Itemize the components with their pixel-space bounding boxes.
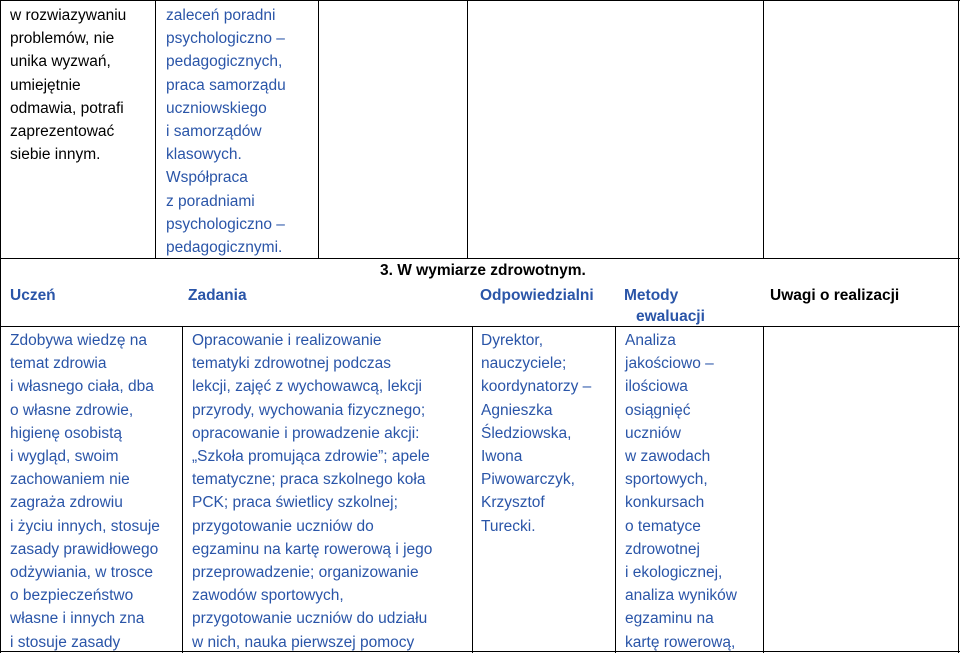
top-col-divider-2 <box>318 0 319 258</box>
header-odpowiedzialni: Odpowiedzialni <box>480 287 594 304</box>
text-line: o bezpieczeństwo <box>10 587 134 605</box>
text-line: Agnieszka <box>481 401 553 419</box>
text-line: Analiza <box>625 332 676 349</box>
cell-zadania <box>192 329 432 654</box>
text-line: klasowych. <box>166 146 242 164</box>
header-ewaluacji: ewaluacji <box>636 308 705 325</box>
text-line: przygotowanie uczniów do <box>192 517 374 535</box>
header-uczen: Uczeń <box>10 287 56 304</box>
text-line: o własne zdrowie, <box>10 401 134 419</box>
text-line: psychologiczno – <box>166 215 285 233</box>
header-metody: Metody <box>624 287 679 304</box>
text-line: Iwona <box>481 448 523 466</box>
text-line: konkursach <box>625 494 705 512</box>
text-line: z poradniami <box>166 192 255 210</box>
text-line: problemów, nie <box>10 30 115 48</box>
text-line: egzaminu na <box>625 610 714 628</box>
text-line: Zdobywa wiedzę na <box>10 332 147 349</box>
text-line: kartę rowerową, <box>625 633 736 651</box>
text-line: w rozwiazywaniu <box>10 7 127 24</box>
table-left-border <box>0 0 1 653</box>
text-line: uczniów <box>625 424 681 442</box>
text-line: PCK; praca świetlicy szkolnej; <box>192 494 398 512</box>
text-line: ilościowa <box>625 378 688 396</box>
text-line: zachowaniem nie <box>10 471 130 489</box>
text-line: osiągnięć <box>625 401 691 419</box>
text-line: higienę osobistą <box>10 424 123 442</box>
text-line: i stosuje zasady <box>10 633 121 651</box>
top-cell-zadania <box>166 4 286 259</box>
text-line: przeprowadzenie; organizowanie <box>192 564 419 582</box>
text-line: i wygląd, swoim <box>10 448 119 466</box>
text-line: Śledziowska, <box>481 424 572 442</box>
text-line: nauczyciele; <box>481 355 567 373</box>
text-line: koordynatorzy – <box>481 378 592 396</box>
top-col-divider-3 <box>467 0 468 258</box>
text-line: „Szkoła promująca zdrowie”; apele <box>192 448 430 466</box>
text-line: pedagogicznymi. <box>166 239 283 257</box>
text-line: pedagogicznych, <box>166 53 283 71</box>
text-line: i życiu innych, stosuje <box>10 517 160 535</box>
header-uwagi: Uwagi o realizacji <box>770 287 900 304</box>
header-zadania: Zadania <box>188 287 247 304</box>
text-line: umiejętnie <box>10 76 81 94</box>
cell-uczen <box>10 329 160 654</box>
section-title: 3. W wymiarze zdrowotnym. <box>380 262 586 279</box>
text-line: w zawodach <box>625 448 711 466</box>
text-line: tematyki zdrowotnej podczas <box>192 355 392 373</box>
text-line: zawodów sportowych, <box>192 587 344 605</box>
text-line: zasady prawidłowego <box>10 540 159 558</box>
text-line: zagraża zdrowiu <box>10 494 123 512</box>
text-line: temat zdrowia <box>10 355 107 373</box>
text-line: psychologiczno – <box>166 30 285 48</box>
text-line: Dyrektor, <box>481 332 544 349</box>
col-divider-zadania <box>472 326 473 653</box>
text-line: przygotowanie uczniów do udziału <box>192 610 428 628</box>
top-col-divider-4 <box>763 0 764 258</box>
text-line: Piwowarczyk, <box>481 471 575 489</box>
header-bottom-border <box>0 326 960 327</box>
text-line: i własnego ciała, dba <box>10 378 154 396</box>
text-line: uczniowskiego <box>166 99 267 117</box>
table-top-border <box>0 0 960 1</box>
top-col-divider-1 <box>155 0 156 258</box>
text-line: sportowych, <box>625 471 708 489</box>
cell-metody <box>625 329 737 654</box>
col-divider-metody <box>763 326 764 653</box>
text-line: w nich, nauka pierwszej pomocy <box>192 633 415 651</box>
text-line: i ekologicznej, <box>625 564 723 582</box>
text-line: własne i innych zna <box>10 610 145 628</box>
text-line: unika wyzwań, <box>10 53 111 71</box>
text-line: analiza wyników <box>625 587 737 605</box>
text-line: Turecki. <box>481 517 536 535</box>
col-divider-odpowiedzialni <box>615 326 616 653</box>
text-line: Opracowanie i realizowanie <box>192 332 382 349</box>
text-line: zaprezentować <box>10 123 115 141</box>
text-line: zdrowotnej <box>625 540 700 558</box>
cell-odpowiedzialni <box>481 329 591 538</box>
text-line: tematyczne; praca szkolnego koła <box>192 471 426 489</box>
table-right-border <box>958 0 959 653</box>
text-line: przyrody, wychowania fizycznego; <box>192 401 426 419</box>
text-line: i samorządów <box>166 123 262 141</box>
text-line: jakościowo – <box>625 355 714 373</box>
text-line: praca samorządu <box>166 76 286 94</box>
text-line: egzaminu na kartę rowerową i jego <box>192 540 433 558</box>
col-divider-uczen <box>182 326 183 653</box>
text-line: zaleceń poradni <box>166 7 276 24</box>
text-line: Współpraca <box>166 169 248 187</box>
text-line: siebie innym. <box>10 146 101 164</box>
text-line: o tematyce <box>625 517 701 535</box>
text-line: Krzysztof <box>481 494 545 512</box>
text-line: odmawia, potrafi <box>10 99 124 117</box>
text-line: opracowanie i prowadzenie akcji: <box>192 424 420 442</box>
text-line: odżywiania, w trosce <box>10 564 154 582</box>
top-cell-uczen <box>10 4 126 166</box>
text-line: lekcji, zajęć z wychowawcą, lekcji <box>192 378 422 396</box>
